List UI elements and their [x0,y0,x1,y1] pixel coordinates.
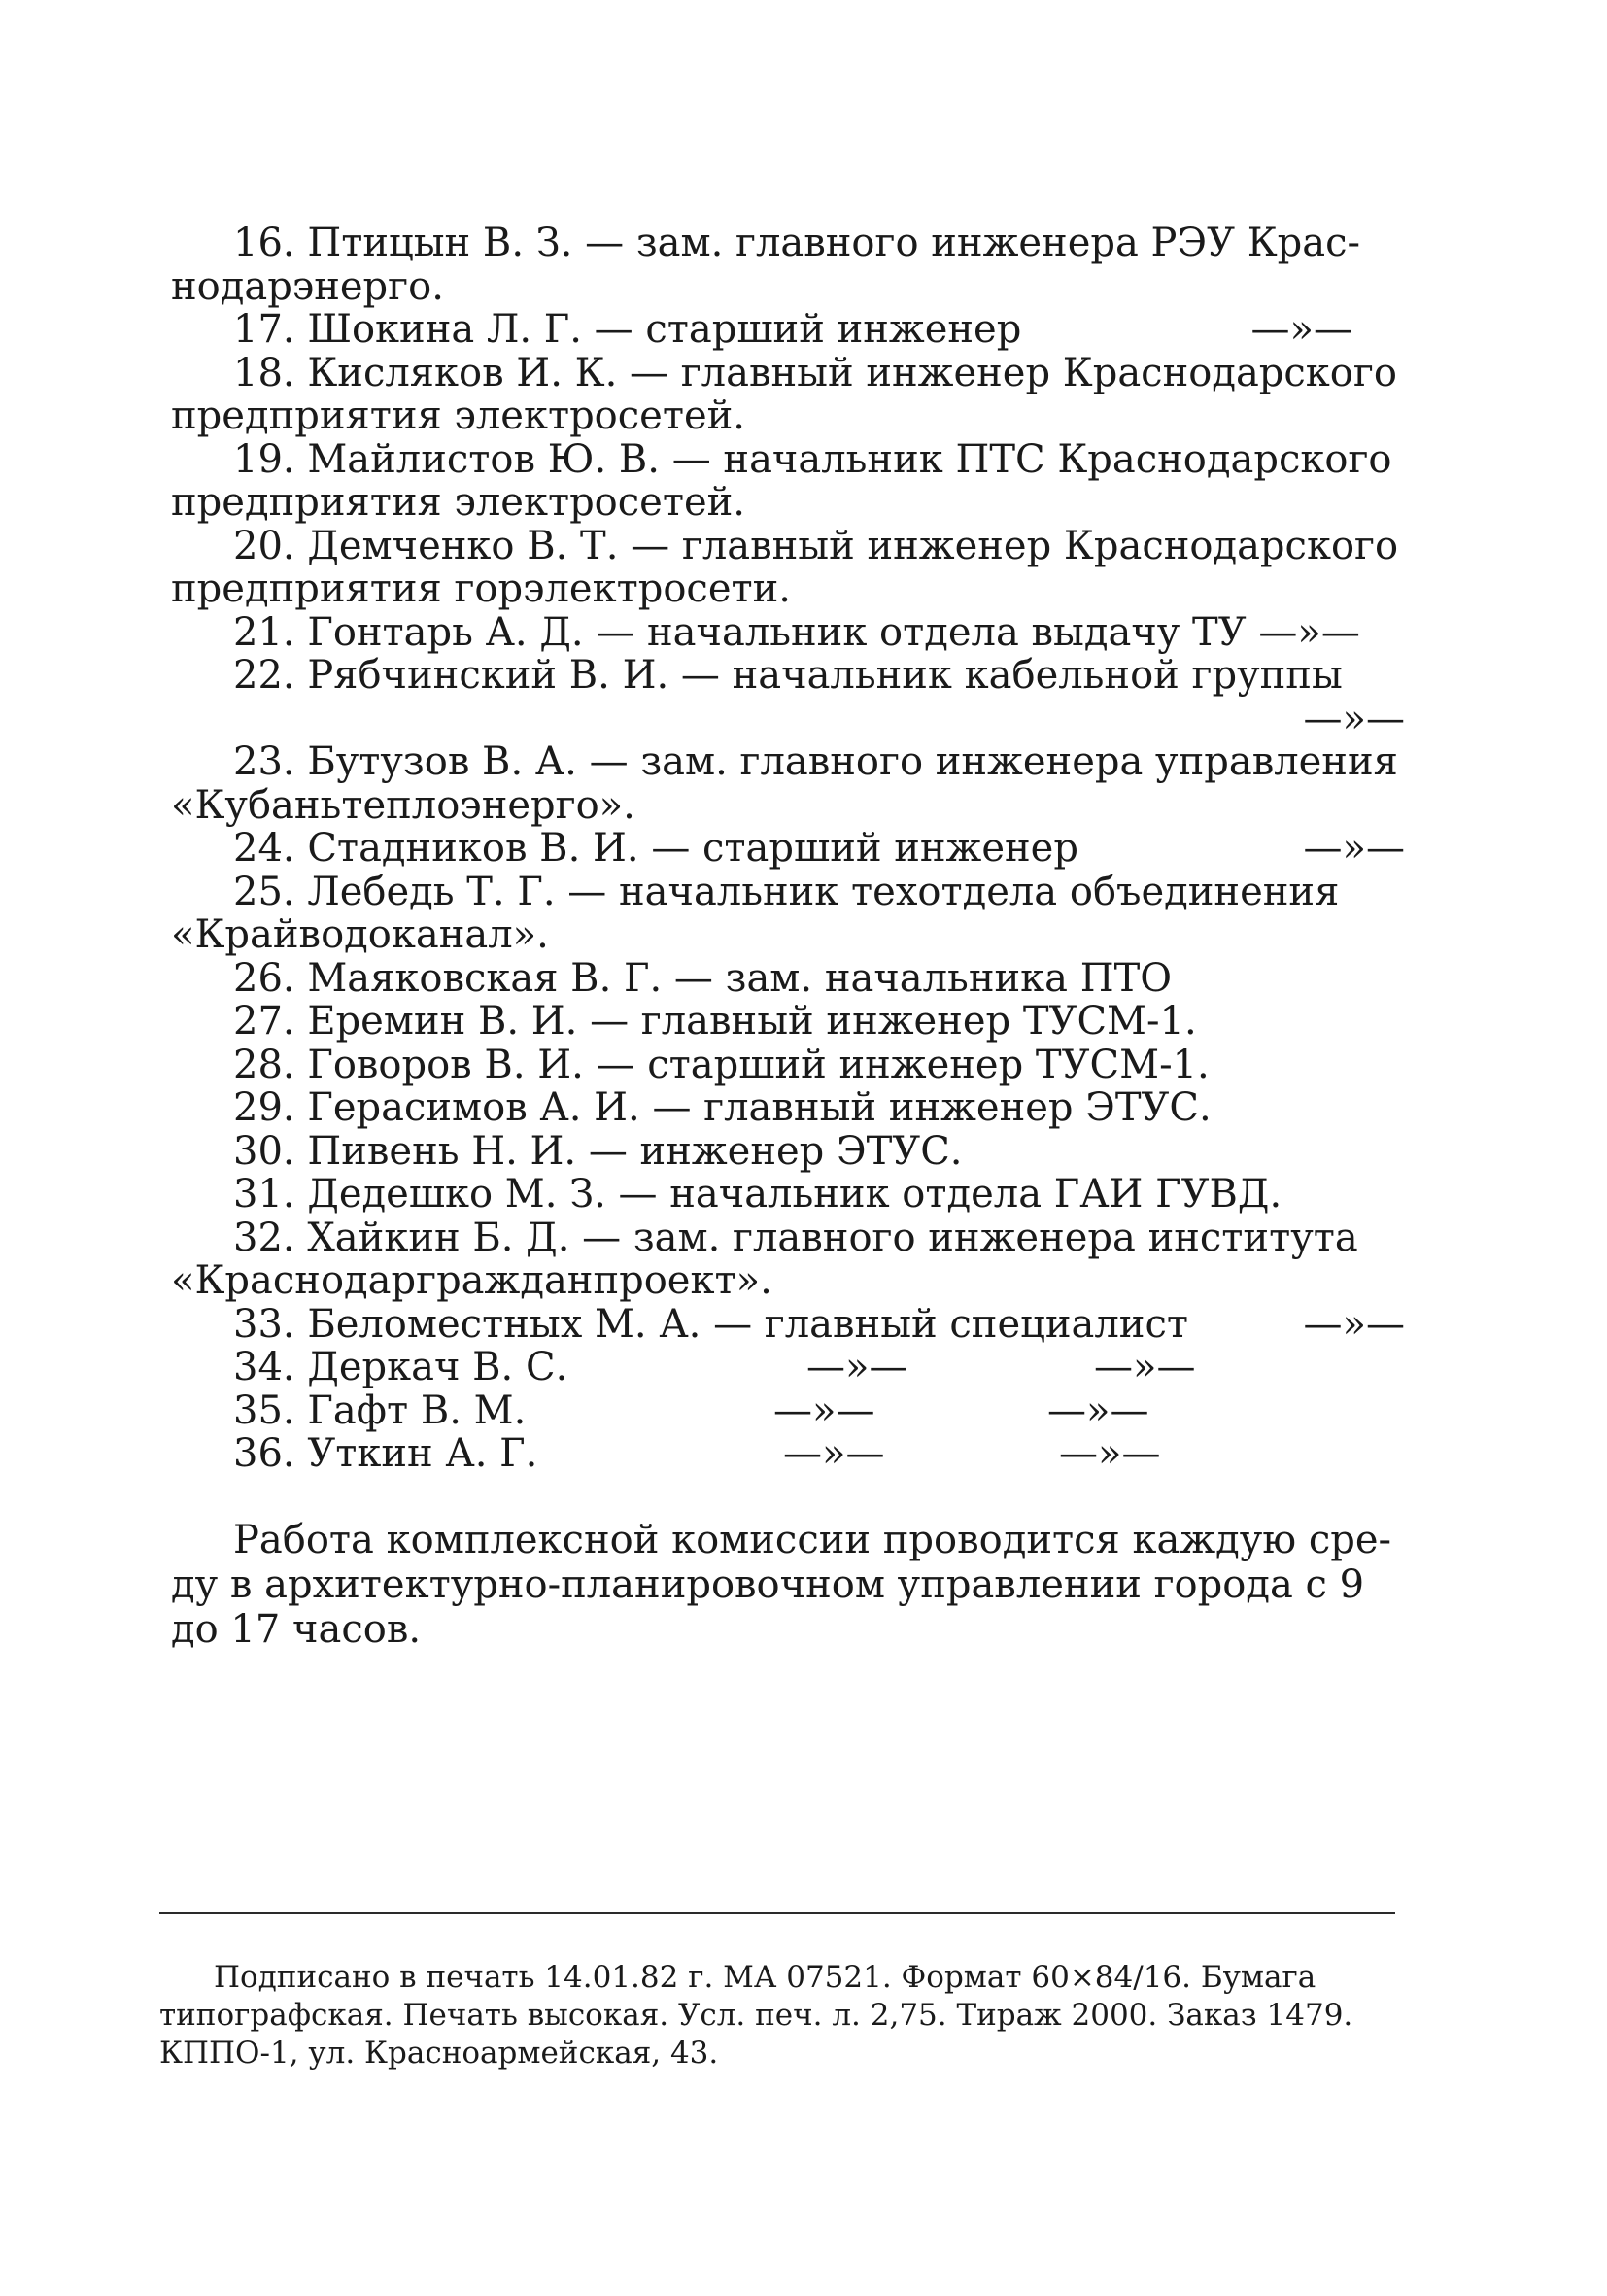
member-entry-32 [171,1217,1415,1303]
member-31-line1: 31. Дедешко М. З. — начальник отдела ГАИ ГУВД. [233,1172,1282,1217]
commission-members-list [171,222,1415,1476]
member-entry-19 [171,438,1415,525]
member-20-line1: 20. Демченко В. Т. — главный инженер Краснодарского [233,523,1399,568]
member-24-ditto: —»— [1303,826,1405,871]
member-18-line2: предприятия электросетей. [171,394,746,438]
member-36-ditto-1: —»— [783,1431,885,1476]
schedule-line1: Работа комплексной комиссии проводится каждую сре- [233,1518,1392,1562]
member-18-line1: 18. Кисляков И. К. — главный инженер Краснодарского [233,350,1397,395]
imprint-block [159,1959,1395,2073]
member-entry-30 [171,1130,1415,1174]
imprint-line2: типографская. Печать высокая. Усл. печ. л. 2,75. Тираж 2000. Заказ 1479. [159,1998,1353,2033]
member-32-line1: 32. Хайкин Б. Д. — зам. главного инженера института [233,1215,1358,1260]
footer-divider [159,1912,1395,1914]
member-35-line1: 35. Гафт В. М. [233,1388,527,1433]
schedule-paragraph [171,1518,1397,1652]
member-33-line1: 33. Беломестных М. А. — главный специалист [233,1301,1188,1347]
member-22-ditto: —»— [1303,696,1405,741]
member-34-ditto-1: —»— [806,1345,908,1389]
member-entry-16 [171,222,1415,308]
member-entry-20 [171,525,1415,611]
member-36-line1: 36. Уткин А. Г. [233,1431,538,1476]
member-entry-31 [171,1173,1415,1217]
member-entry-22 [171,654,1415,740]
member-17-ditto: —»— [1250,307,1352,352]
member-33-ditto: —»— [1303,1301,1405,1347]
member-16-line2: нодарэнерго. [171,263,444,309]
member-entry-34 [171,1346,1415,1389]
member-27-line1: 27. Еремин В. И. — главный инженер ТУСМ-1. [233,999,1197,1044]
member-35-ditto-1: —»— [773,1388,875,1433]
member-entry-29 [171,1086,1415,1130]
member-entry-25 [171,871,1415,957]
member-32-line2: «Краснодаргражданпроект». [171,1258,772,1303]
member-entry-27 [171,1000,1415,1044]
member-24-line1: 24. Стадников В. И. — старший инженер [233,826,1078,871]
member-entry-26 [171,957,1415,1001]
member-19-line1: 19. Майлистов Ю. В. — начальник ПТС Краснодарского [233,436,1392,482]
member-entry-18 [171,352,1415,438]
member-35-ditto-2: —»— [1047,1388,1149,1433]
member-28-line1: 28. Говоров В. И. — старший инженер ТУСМ-1. [233,1042,1210,1087]
member-23-line2: «Кубаньтеплоэнерго». [171,782,635,828]
member-36-ditto-2: —»— [1059,1431,1161,1476]
member-25-line1: 25. Лебедь Т. Г. — начальник техотдела объединения [233,869,1340,914]
member-34-line1: 34. Деркач В. С. [233,1345,568,1389]
member-entry-24 [171,827,1415,871]
member-30-line1: 30. Пивень Н. И. — инженер ЭТУС. [233,1128,963,1174]
imprint-line3: КППО-1, ул. Красноармейская, 43. [159,2036,719,2071]
member-entry-28 [171,1044,1415,1087]
member-25-line2: «Крайводоканал». [171,912,549,957]
member-entry-21 [171,611,1415,655]
member-22-line1: 22. Рябчинский В. И. — начальник кабельной группы [233,653,1343,698]
member-entry-17 [171,308,1415,352]
member-16-line1: 16. Птицын В. З. — зам. главного инженера РЭУ Крас- [233,221,1361,265]
member-entry-36 [171,1432,1415,1476]
member-26-line1: 26. Маяковская В. Г. — зам. начальника ПТО [233,955,1173,1001]
member-23-line1: 23. Бутузов В. А. — зам. главного инженера управления [233,739,1398,784]
member-29-line1: 29. Герасимов А. И. — главный инженер ЭТУС. [233,1085,1212,1130]
member-entry-33 [171,1303,1415,1347]
member-20-line2: предприятия горэлектросети. [171,566,791,611]
member-21-line1: 21. Гонтарь А. Д. — начальник отдела выдачу ТУ —»— [233,609,1360,655]
imprint-line1: Подписано в печать 14.01.82 г. МА 07521. Формат 60×84/16. Бумага [214,1960,1316,1995]
member-19-line2: предприятия электросетей. [171,480,746,525]
member-entry-23 [171,740,1415,827]
schedule-line3: до 17 часов. [171,1607,422,1652]
member-entry-35 [171,1389,1415,1433]
member-17-line1: 17. Шокина Л. Г. — старший инженер [233,307,1022,352]
schedule-line2: ду в архитектурно-планировочном управлении города с 9 [171,1562,1365,1607]
member-34-ditto-2: —»— [1094,1345,1196,1389]
